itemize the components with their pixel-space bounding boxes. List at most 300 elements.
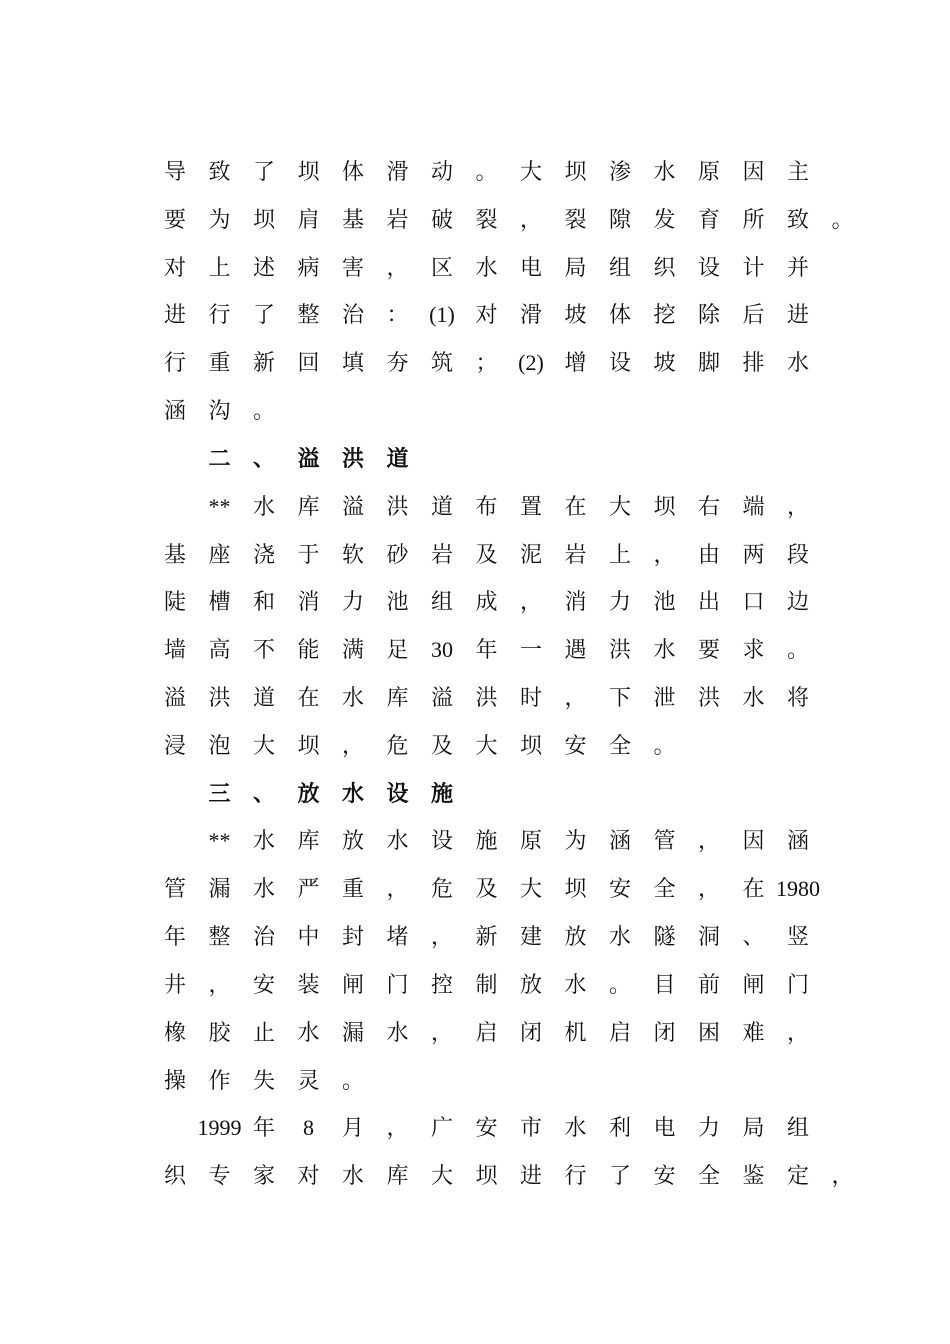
text-glyph: 水 — [341, 781, 365, 806]
text-glyph: 浇 — [252, 542, 276, 567]
text-glyph: 涵 — [163, 398, 187, 423]
text-glyph: 安 — [653, 1163, 676, 1188]
text-glyph: ， — [386, 255, 409, 280]
text-line — [165, 291, 845, 339]
text-glyph: 织 — [653, 255, 676, 280]
text-glyph: 大 — [519, 876, 543, 901]
text-glyph: 橡 — [163, 1020, 187, 1045]
text-glyph: 启 — [475, 1020, 498, 1045]
text-glyph: 软 — [341, 542, 365, 567]
text-glyph: 设 — [697, 255, 721, 280]
text-glyph: 水 — [297, 1020, 320, 1045]
text-glyph: ， — [831, 1163, 854, 1188]
text-glyph: 溢 — [163, 685, 187, 710]
text-glyph: 、 — [252, 446, 276, 471]
text-glyph: 坝 — [653, 494, 676, 519]
text-glyph: 设 — [430, 828, 454, 853]
text-glyph: 体 — [341, 159, 365, 184]
text-glyph: 洪 — [341, 446, 365, 471]
text-glyph: 池 — [386, 589, 409, 614]
text-glyph: 。 — [608, 972, 632, 997]
text-glyph: 坝 — [297, 733, 320, 758]
text-glyph: 泥 — [519, 542, 543, 567]
text-glyph: 边 — [786, 589, 810, 614]
text-glyph: 沟 — [208, 398, 231, 423]
text-glyph: 动 — [430, 159, 454, 184]
text-glyph: 前 — [697, 972, 721, 997]
text-line — [165, 1104, 845, 1152]
section-heading — [165, 435, 845, 483]
text-glyph: 水 — [386, 828, 409, 853]
text-line — [165, 339, 845, 387]
text-glyph: 水 — [252, 828, 276, 853]
text-line — [165, 865, 845, 913]
text-glyph: 道 — [430, 494, 454, 519]
text-glyph: 建 — [519, 924, 543, 949]
text-glyph: 年 — [163, 924, 187, 949]
text-line — [165, 148, 845, 196]
text-glyph: 制 — [475, 972, 498, 997]
text-glyph: 力 — [608, 589, 632, 614]
text-glyph: 局 — [564, 255, 587, 280]
text-glyph: 门 — [386, 972, 409, 997]
text-glyph: 对 — [163, 255, 187, 280]
text-glyph: 大 — [252, 733, 276, 758]
text-glyph: 鉴 — [742, 1163, 765, 1188]
text-glyph: 了 — [252, 159, 276, 184]
text-glyph: 放 — [297, 781, 320, 806]
text-glyph: 岩 — [386, 207, 409, 232]
text-glyph: 破 — [430, 207, 454, 232]
text-glyph: 基 — [341, 207, 365, 232]
text-line — [163, 196, 854, 244]
text-glyph: 放 — [341, 828, 365, 853]
text-glyph: 施 — [430, 781, 454, 806]
text-glyph: 电 — [653, 1115, 676, 1140]
text-glyph: 水 — [564, 1115, 587, 1140]
text-glyph: 月 — [341, 1115, 365, 1140]
text-glyph: 了 — [252, 302, 276, 327]
text-glyph: 计 — [742, 255, 765, 280]
text-glyph: ， — [208, 972, 231, 997]
text-glyph: 并 — [786, 255, 810, 280]
text-glyph: 道 — [386, 446, 409, 471]
text-glyph: 进 — [786, 302, 810, 327]
text-glyph: 目 — [653, 972, 676, 997]
text-glyph: 滑 — [386, 159, 409, 184]
text-glyph: 溢 — [297, 446, 320, 471]
text-glyph: 整 — [297, 302, 320, 327]
text-glyph: 大 — [519, 159, 543, 184]
text-glyph: 库 — [386, 685, 409, 710]
text-glyph: 行 — [208, 302, 231, 327]
text-glyph: 、 — [742, 924, 765, 949]
text-glyph: 1999 — [197, 1115, 242, 1140]
text-glyph: 回 — [297, 350, 320, 375]
text-glyph: 闭 — [653, 1020, 676, 1045]
text-glyph: 坝 — [475, 1163, 498, 1188]
text-glyph: ， — [430, 924, 454, 949]
text-glyph: 机 — [564, 1020, 587, 1045]
text-glyph: 家 — [252, 1163, 276, 1188]
text-glyph: 井 — [163, 972, 187, 997]
text-glyph: 。 — [653, 733, 676, 758]
text-glyph: 右 — [697, 494, 721, 519]
text-glyph: 原 — [519, 828, 543, 853]
text-glyph: 水 — [475, 255, 498, 280]
text-glyph: 新 — [252, 350, 276, 375]
text-glyph: 涵 — [608, 828, 632, 853]
text-glyph: 洪 — [608, 637, 632, 662]
text-glyph: 重 — [208, 350, 231, 375]
text-glyph: 安 — [252, 972, 276, 997]
text-glyph: 要 — [697, 637, 721, 662]
text-glyph: 洪 — [475, 685, 498, 710]
text-glyph: 、 — [252, 781, 276, 806]
text-glyph: ， — [519, 589, 543, 614]
text-glyph: 管 — [653, 828, 676, 853]
text-glyph: 水 — [653, 637, 676, 662]
text-glyph: 水 — [786, 350, 810, 375]
text-glyph: 于 — [297, 542, 320, 567]
text-glyph: 闸 — [742, 972, 765, 997]
text-glyph: 施 — [475, 828, 498, 853]
text-glyph: ** — [208, 828, 231, 853]
text-glyph: ， — [386, 1115, 409, 1140]
text-glyph: 主 — [786, 159, 810, 184]
text-glyph: 致 — [786, 207, 810, 232]
text-glyph: 力 — [697, 1115, 721, 1140]
text-glyph: 。 — [252, 398, 276, 423]
text-glyph: 段 — [786, 542, 810, 567]
text-glyph: 后 — [742, 302, 765, 327]
text-glyph: 溢 — [341, 494, 365, 519]
text-glyph: 行 — [564, 1163, 587, 1188]
text-glyph: 在 — [297, 685, 320, 710]
text-glyph: 。 — [475, 159, 498, 184]
text-glyph: 要 — [163, 207, 187, 232]
text-glyph: 。 — [786, 637, 810, 662]
text-glyph: 。 — [831, 207, 854, 232]
text-glyph: 为 — [564, 828, 587, 853]
text-glyph: 操 — [163, 1068, 187, 1093]
section-heading — [165, 770, 845, 818]
text-glyph: 道 — [252, 685, 276, 710]
text-glyph: 基 — [163, 542, 187, 567]
text-line — [165, 483, 845, 531]
text-glyph: 电 — [519, 255, 543, 280]
text-glyph: 述 — [252, 255, 276, 280]
text-glyph: 装 — [297, 972, 320, 997]
text-glyph: 安 — [475, 1115, 498, 1140]
text-glyph: 严 — [297, 876, 320, 901]
text-glyph: 消 — [297, 589, 320, 614]
text-glyph: 坝 — [564, 876, 587, 901]
text-glyph: 池 — [653, 589, 676, 614]
text-glyph: 溢 — [430, 685, 454, 710]
text-glyph: 因 — [742, 828, 765, 853]
text-glyph: 新 — [475, 924, 498, 949]
text-glyph: 库 — [297, 494, 320, 519]
text-glyph: 浸 — [163, 733, 187, 758]
text-glyph: 水 — [341, 1163, 365, 1188]
text-glyph: 危 — [430, 876, 454, 901]
text-glyph: 放 — [519, 972, 543, 997]
text-glyph: 水 — [564, 972, 587, 997]
text-glyph: 除 — [697, 302, 721, 327]
text-glyph: 难 — [742, 1020, 765, 1045]
text-glyph: 洪 — [697, 685, 721, 710]
text-glyph: 夯 — [386, 350, 409, 375]
text-glyph: ， — [341, 733, 365, 758]
text-glyph: 二 — [208, 446, 231, 471]
text-glyph: 体 — [608, 302, 632, 327]
text-line — [165, 674, 845, 722]
text-glyph: 中 — [297, 924, 320, 949]
text-glyph: 害 — [341, 255, 365, 280]
text-glyph: 所 — [742, 207, 765, 232]
text-glyph: 下 — [608, 685, 632, 710]
text-glyph: 水 — [386, 1020, 409, 1045]
text-glyph: 增 — [564, 350, 587, 375]
text-glyph: 织 — [163, 1163, 187, 1188]
text-glyph: 了 — [608, 1163, 632, 1188]
text-glyph: 大 — [430, 1163, 454, 1188]
text-glyph: 水 — [653, 159, 676, 184]
text-glyph: 水 — [608, 924, 632, 949]
text-glyph: ： — [386, 302, 409, 327]
text-glyph: 槽 — [208, 589, 231, 614]
text-glyph: 端 — [742, 494, 765, 519]
text-glyph: 将 — [786, 685, 810, 710]
text-glyph: 安 — [608, 876, 632, 901]
text-glyph: 竖 — [786, 924, 810, 949]
text-glyph: 滑 — [519, 302, 543, 327]
text-glyph: 足 — [386, 637, 409, 662]
text-glyph: 坝 — [252, 207, 276, 232]
text-glyph: 全 — [653, 876, 676, 901]
text-glyph: 广 — [430, 1115, 454, 1140]
text-glyph: 漏 — [341, 1020, 365, 1045]
text-line — [165, 722, 845, 770]
text-line — [165, 626, 845, 674]
text-glyph: 1980 — [776, 876, 820, 901]
text-glyph: 裂 — [564, 207, 587, 232]
text-glyph: 漏 — [208, 876, 231, 901]
text-glyph: ， — [653, 542, 676, 567]
text-glyph: ； — [475, 350, 498, 375]
text-glyph: 隙 — [608, 207, 632, 232]
text-glyph: ** — [208, 494, 231, 519]
text-glyph: 对 — [297, 1163, 320, 1188]
text-glyph: ， — [786, 1020, 810, 1045]
text-glyph: 年 — [252, 1115, 276, 1140]
text-glyph: 出 — [697, 589, 721, 614]
text-glyph: 利 — [608, 1115, 632, 1140]
text-glyph: 时 — [519, 685, 543, 710]
text-glyph: 重 — [341, 876, 365, 901]
text-glyph: 组 — [430, 589, 454, 614]
text-glyph: 放 — [564, 924, 587, 949]
text-glyph: 三 — [208, 781, 231, 806]
text-glyph: 在 — [564, 494, 587, 519]
text-glyph: 洪 — [386, 494, 409, 519]
text-glyph: 及 — [475, 876, 498, 901]
text-glyph: 不 — [252, 637, 276, 662]
text-glyph: 闭 — [519, 1020, 543, 1045]
text-glyph: ， — [386, 876, 409, 901]
text-line — [165, 531, 845, 579]
text-glyph: 筑 — [430, 350, 454, 375]
text-glyph: 在 — [742, 876, 765, 901]
text-glyph: 库 — [297, 828, 320, 853]
text-glyph: 排 — [742, 350, 765, 375]
text-glyph: 育 — [697, 207, 721, 232]
text-glyph: (1) — [429, 302, 455, 327]
text-glyph: 发 — [653, 207, 676, 232]
text-glyph: 对 — [475, 302, 498, 327]
text-glyph: 大 — [608, 494, 632, 519]
text-glyph: 及 — [430, 733, 454, 758]
text-glyph: 整 — [208, 924, 231, 949]
text-glyph: 专 — [208, 1163, 231, 1188]
text-glyph: 坝 — [564, 159, 587, 184]
text-glyph: 灵 — [297, 1068, 320, 1093]
text-glyph: ， — [519, 207, 543, 232]
text-glyph: ， — [430, 1020, 454, 1045]
text-line — [165, 961, 845, 1009]
text-glyph: 置 — [519, 494, 543, 519]
text-glyph: 门 — [786, 972, 810, 997]
text-glyph: 口 — [742, 589, 765, 614]
text-glyph: 求 — [742, 637, 765, 662]
text-line — [165, 1009, 845, 1057]
text-glyph: 脚 — [697, 350, 721, 375]
text-glyph: 布 — [475, 494, 498, 519]
text-glyph: 定 — [786, 1163, 810, 1188]
text-glyph: 全 — [608, 733, 632, 758]
text-glyph: 挖 — [653, 302, 676, 327]
text-glyph: 堵 — [386, 924, 409, 949]
text-glyph: 洞 — [697, 924, 721, 949]
text-glyph: 年 — [475, 637, 498, 662]
text-glyph: 砂 — [386, 542, 409, 567]
text-glyph: 陡 — [163, 589, 187, 614]
text-glyph: 大 — [475, 733, 498, 758]
text-glyph: 设 — [386, 781, 409, 806]
text-glyph: 封 — [341, 924, 365, 949]
text-glyph: 墙 — [163, 637, 187, 662]
text-glyph: 为 — [208, 207, 231, 232]
text-glyph: 成 — [475, 589, 498, 614]
text-glyph: 8 — [303, 1115, 314, 1140]
text-glyph: 管 — [163, 876, 187, 901]
text-glyph: 作 — [208, 1068, 231, 1093]
text-glyph: 进 — [519, 1163, 543, 1188]
text-glyph: 和 — [252, 589, 276, 614]
text-glyph: (2) — [518, 350, 544, 375]
text-glyph: 洪 — [208, 685, 231, 710]
text-glyph: ， — [697, 828, 721, 853]
text-glyph: 两 — [742, 542, 765, 567]
text-glyph: 进 — [163, 302, 187, 327]
text-glyph: 水 — [252, 876, 276, 901]
text-glyph: 危 — [386, 733, 409, 758]
text-glyph: ， — [786, 494, 810, 519]
text-glyph: 市 — [519, 1115, 543, 1140]
text-glyph: 由 — [697, 542, 721, 567]
text-glyph: 病 — [297, 255, 320, 280]
text-glyph: 裂 — [475, 207, 498, 232]
text-glyph: 消 — [564, 589, 587, 614]
text-glyph: 隧 — [653, 924, 676, 949]
text-glyph: 行 — [163, 350, 187, 375]
text-glyph: 岩 — [430, 542, 454, 567]
text-glyph: ， — [697, 876, 721, 901]
text-glyph: 遇 — [564, 637, 587, 662]
text-glyph: 岩 — [564, 542, 587, 567]
text-glyph: 组 — [786, 1115, 810, 1140]
text-glyph: 导 — [163, 159, 187, 184]
text-glyph: 安 — [564, 733, 587, 758]
text-glyph: 闸 — [341, 972, 365, 997]
text-glyph: 失 — [252, 1068, 276, 1093]
text-glyph: 治 — [252, 924, 276, 949]
text-glyph: 力 — [341, 589, 365, 614]
text-glyph: 组 — [608, 255, 632, 280]
text-glyph: 水 — [341, 685, 365, 710]
text-glyph: 因 — [742, 159, 765, 184]
text-glyph: 渗 — [608, 159, 632, 184]
text-line — [165, 817, 845, 865]
text-glyph: 填 — [341, 350, 365, 375]
text-line — [163, 1152, 854, 1200]
text-glyph: 止 — [252, 1020, 276, 1045]
text-glyph: 水 — [252, 494, 276, 519]
text-glyph: 肩 — [297, 207, 320, 232]
text-glyph: 坝 — [519, 733, 543, 758]
text-glyph: 泡 — [208, 733, 231, 758]
text-glyph: 治 — [341, 302, 365, 327]
text-glyph: 致 — [208, 159, 231, 184]
text-glyph: 胶 — [208, 1020, 231, 1045]
text-glyph: 库 — [386, 1163, 409, 1188]
text-glyph: 30 — [431, 637, 453, 662]
text-glyph: 满 — [341, 637, 365, 662]
text-glyph: 上 — [608, 542, 632, 567]
text-glyph: 坡 — [564, 302, 587, 327]
text-glyph: 高 — [208, 637, 231, 662]
text-glyph: 一 — [519, 637, 543, 662]
text-glyph: 原 — [697, 159, 721, 184]
text-glyph: 启 — [608, 1020, 632, 1045]
text-glyph: 水 — [742, 685, 765, 710]
text-glyph: 座 — [208, 542, 231, 567]
text-line — [165, 913, 845, 961]
text-glyph: 设 — [608, 350, 632, 375]
text-glyph: 泄 — [653, 685, 676, 710]
text-glyph: ， — [564, 685, 587, 710]
text-glyph: 全 — [697, 1163, 721, 1188]
text-glyph: 及 — [475, 542, 498, 567]
text-glyph: 。 — [341, 1068, 365, 1093]
text-glyph: 困 — [697, 1020, 721, 1045]
text-glyph: 局 — [742, 1115, 765, 1140]
text-glyph: 坝 — [297, 159, 320, 184]
text-glyph: 控 — [430, 972, 454, 997]
text-line — [165, 578, 845, 626]
text-glyph: 坡 — [653, 350, 676, 375]
